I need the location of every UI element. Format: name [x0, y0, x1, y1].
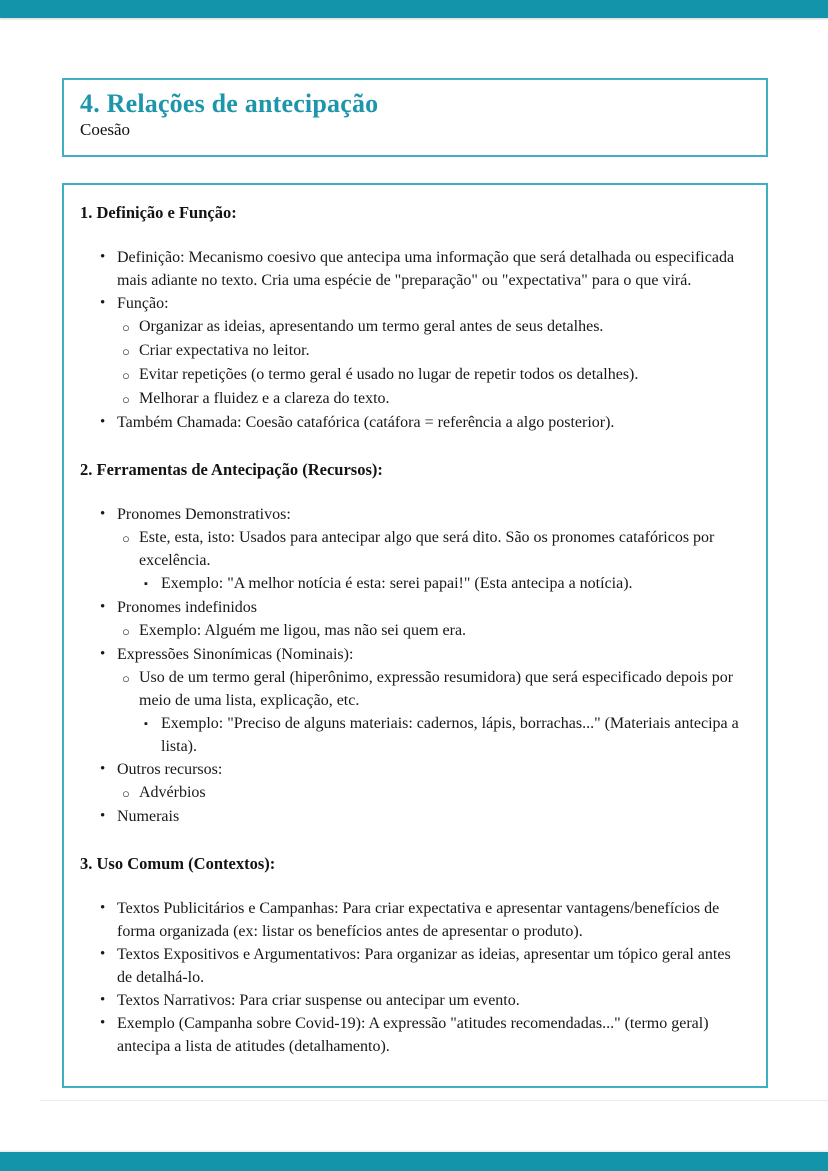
bullet-marker: ○: [122, 344, 130, 359]
list-item-text: Exemplo (Campanha sobre Covid-19): A expressão "atitudes recomendadas..." (termo geral) antecipa a lista de atitudes (detalhamento).: [117, 1015, 709, 1055]
list-item-text: Função:: [117, 295, 169, 312]
section-heading: 1. Definição e Função:: [80, 203, 237, 222]
list-item-text: Pronomes Demonstrativos:: [117, 506, 291, 523]
bullet-marker: ○: [122, 624, 130, 639]
title-box: [62, 78, 768, 157]
section: [80, 457, 746, 828]
list-item: [80, 666, 746, 712]
list-item-text: Expressões Sinonímicas (Nominais):: [117, 646, 354, 663]
page-title: 4. Relações de antecipação: [80, 89, 379, 118]
list-item: [80, 387, 746, 411]
list-item: [80, 943, 746, 989]
bullet-marker: •: [100, 249, 106, 265]
list-item-text: Textos Expositivos e Argumentativos: Para organizar as ideias, apresentar um tópico geral antes de detalhá-lo.: [117, 946, 731, 986]
list-item: [80, 526, 746, 572]
list-item-text: Uso de um termo geral (hiperônimo, expressão resumidora) que será especificado depois por meio de uma lista, explicação, etc.: [139, 669, 734, 709]
list-item-text: Numerais: [117, 808, 180, 825]
list-item-text: Exemplo: "Preciso de alguns materiais: cadernos, lápis, borrachas..." (Materiais antecipa a lista).: [161, 715, 739, 755]
bullet-marker: ○: [122, 320, 130, 335]
list-item-text: Melhorar a fluidez e a clareza do texto.: [139, 390, 390, 407]
list-item-text: Criar expectativa no leitor.: [139, 342, 310, 359]
list-item: [80, 1012, 746, 1058]
bottom-accent-bar: [0, 1152, 828, 1171]
list-item: [80, 339, 746, 363]
list-item-text: Pronomes indefinidos: [117, 599, 257, 616]
bullet-marker: ○: [122, 368, 130, 383]
section: [80, 200, 746, 434]
section-heading: 3. Uso Comum (Contextos):: [80, 854, 276, 873]
section: [80, 851, 746, 1058]
list-item-text: Também Chamada: Coesão catafórica (catáfora = referência a algo posterior).: [117, 414, 615, 431]
list-item-text: Exemplo: Alguém me ligou, mas não sei quem era.: [139, 622, 467, 639]
bullet-marker: •: [100, 900, 106, 916]
bullet-marker: ○: [122, 531, 130, 546]
list-item: [80, 781, 746, 805]
list-item-text: Organizar as ideias, apresentando um termo geral antes de seus detalhes.: [139, 318, 604, 335]
list-item-text: Advérbios: [139, 784, 206, 801]
list-item: [80, 989, 746, 1012]
list-item: [80, 758, 746, 781]
bullet-marker: •: [100, 761, 106, 777]
bullet-marker: •: [100, 808, 106, 824]
list-item-text: Exemplo: "A melhor notícia é esta: serei papai!" (Esta antecipa a notícia).: [161, 575, 633, 592]
bullet-marker: •: [100, 992, 106, 1008]
list-item: [80, 315, 746, 339]
list-item: [80, 572, 746, 596]
bullet-marker: •: [100, 414, 106, 430]
bullet-marker: ○: [122, 392, 130, 407]
bullet-marker: ▪: [144, 578, 148, 590]
bullet-marker: •: [100, 946, 106, 962]
list-item-text: Textos Narrativos: Para criar suspense ou antecipar um evento.: [117, 992, 520, 1009]
content-box: [62, 183, 768, 1088]
list-item: [80, 619, 746, 643]
bullet-marker: ○: [122, 786, 130, 801]
bullet-marker: •: [100, 506, 106, 522]
sections-container: [80, 200, 746, 1058]
bullet-marker: •: [100, 599, 106, 615]
bullet-marker: ○: [122, 671, 130, 686]
list-item: [80, 805, 746, 828]
page-subtitle: Coesão: [80, 120, 131, 139]
list-item: [80, 712, 746, 758]
list-item-text: Definição: Mecanismo coesivo que antecipa uma informação que será detalhada ou especificada mais adiante no texto. Cria uma espécie de "preparação" ou "expectativa" para o que virá.: [117, 249, 735, 289]
bullet-marker: •: [100, 646, 106, 662]
list-item: [80, 897, 746, 943]
section-heading: 2. Ferramentas de Antecipação (Recursos):: [80, 460, 383, 479]
list-item-text: Outros recursos:: [117, 761, 223, 778]
bullet-marker: •: [100, 1015, 106, 1031]
list-item-text: Evitar repetições (o termo geral é usado no lugar de repetir todos os detalhes).: [139, 366, 639, 383]
list-item: [80, 363, 746, 387]
list-item-text: Textos Publicitários e Campanhas: Para criar expectativa e apresentar vantagens/benefícios de forma organizada (ex: listar os benefícios antes de apresentar o produto).: [117, 900, 720, 940]
list-item-text: Este, esta, isto: Usados para antecipar algo que será dito. São os pronomes catafóricos por excelência.: [139, 529, 715, 569]
list-item: [80, 246, 746, 292]
list-item: [80, 503, 746, 526]
top-accent-bar: [0, 0, 828, 18]
list-item: [80, 596, 746, 619]
list-item: [80, 411, 746, 434]
list-item: [80, 643, 746, 666]
page-break-divider: [40, 1100, 828, 1101]
bullet-marker: ▪: [144, 718, 148, 730]
list-item: [80, 292, 746, 315]
bullet-marker: •: [100, 295, 106, 311]
